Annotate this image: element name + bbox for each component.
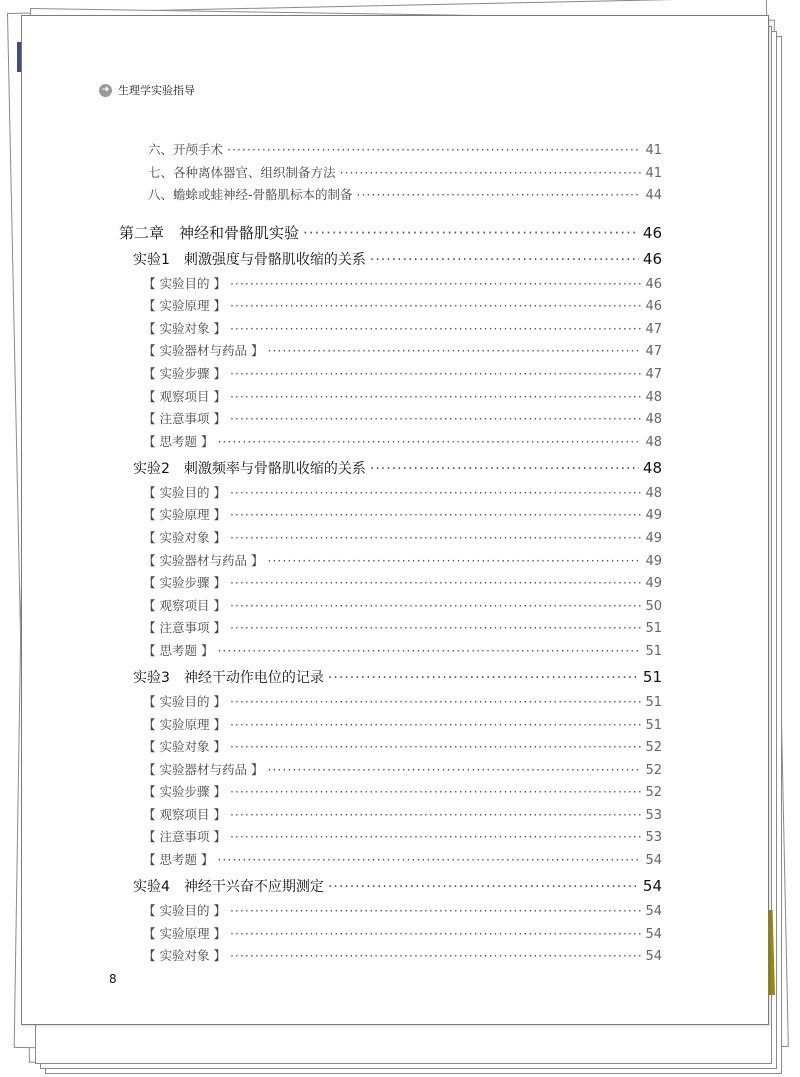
toc-entry[interactable] — [143, 505, 662, 523]
toc-experiment-entry[interactable] — [133, 667, 662, 687]
toc-entry[interactable] — [143, 760, 662, 778]
toc-entry[interactable] — [143, 805, 662, 823]
toc-entry-page-number: 44 — [645, 188, 662, 203]
toc-entry-title: 【 实验对象 】 — [143, 530, 226, 545]
toc-entry[interactable] — [143, 319, 662, 337]
toc-entry-title: 【 实验步骤 】 — [143, 366, 226, 381]
dot-leader — [328, 879, 639, 895]
toc-entry-page-number: 53 — [645, 808, 662, 823]
dot-leader — [230, 784, 642, 799]
toc-entry-page-number: 51 — [645, 718, 662, 733]
toc-entry-title: 八、蟾蜍或蛙神经-骨骼肌标本的制备 — [148, 187, 353, 202]
toc-chapter-entry[interactable] — [119, 222, 662, 243]
toc-entry-page-number: 46 — [642, 250, 662, 268]
toc-entry-page-number: 48 — [642, 459, 662, 477]
toc-entry-title: 【 实验器材与药品 】 — [143, 343, 264, 358]
toc-entry[interactable] — [143, 827, 662, 845]
dot-leader — [370, 252, 639, 268]
toc-entry-page-number: 48 — [645, 435, 662, 450]
dot-leader — [230, 948, 642, 963]
toc-entry-title: 实验4 神经干兴奋不应期测定 — [133, 879, 324, 895]
toc-entry[interactable] — [143, 596, 662, 614]
toc-entry[interactable] — [143, 551, 662, 569]
toc-entry-page-number: 48 — [645, 390, 662, 405]
toc-entry[interactable] — [143, 618, 662, 636]
toc-entry-title: 【 实验对象 】 — [143, 739, 226, 754]
dot-leader — [230, 321, 642, 336]
toc-entry[interactable] — [143, 573, 662, 591]
toc-entry-page-number: 52 — [645, 785, 662, 800]
toc-entry-page-number: 51 — [645, 621, 662, 636]
dot-leader — [230, 926, 642, 941]
toc-experiment-entry[interactable] — [133, 876, 662, 896]
toc-entry[interactable] — [143, 274, 662, 292]
toc-entry[interactable] — [143, 737, 662, 755]
toc-entry-page-number: 48 — [645, 486, 662, 501]
toc-entry-title: 【 实验对象 】 — [143, 321, 226, 336]
toc-entry[interactable] — [143, 341, 662, 359]
toc-entry-page-number: 50 — [645, 599, 662, 614]
toc-entry-title: 【 思考题 】 — [143, 643, 214, 658]
dot-leader — [230, 575, 642, 590]
dot-leader — [267, 343, 641, 358]
toc-entry-page-number: 48 — [645, 412, 662, 427]
toc-entry-title: 【 实验目的 】 — [143, 903, 226, 918]
arrow-right-circle-icon: ➜ — [99, 84, 112, 97]
dot-leader — [230, 298, 642, 313]
dot-leader — [230, 389, 642, 404]
toc-entry-page-number: 54 — [645, 853, 662, 868]
toc-entry-page-number: 41 — [645, 166, 662, 181]
toc-entry-title: 【 实验原理 】 — [143, 717, 226, 732]
toc-entry-title: 【 实验器材与药品 】 — [143, 762, 264, 777]
dot-leader — [230, 485, 642, 500]
dot-leader — [303, 224, 639, 242]
toc-entry-title: 【 实验对象 】 — [143, 948, 226, 963]
toc-entry[interactable] — [143, 296, 662, 314]
toc-entry[interactable] — [148, 163, 662, 181]
toc-entry-page-number: 47 — [645, 367, 662, 382]
toc-entry-page-number: 49 — [645, 576, 662, 591]
toc-entry-title: 第二章 神经和骨骼肌实验 — [119, 224, 300, 242]
toc-entry-page-number: 46 — [645, 299, 662, 314]
toc-entry-title: 【 实验目的 】 — [143, 485, 226, 500]
toc-entry-title: 【 注意事项 】 — [143, 411, 226, 426]
toc-entry[interactable] — [143, 692, 662, 710]
toc-entry[interactable] — [143, 782, 662, 800]
dot-leader — [230, 829, 642, 844]
toc-entry-page-number: 49 — [645, 554, 662, 569]
toc-entry[interactable] — [143, 387, 662, 405]
dot-leader — [230, 507, 642, 522]
toc-entry-page-number: 54 — [645, 949, 662, 964]
toc-entry-title: 【 实验目的 】 — [143, 276, 226, 291]
toc-entry-title: 【 实验目的 】 — [143, 694, 226, 709]
running-head — [99, 82, 195, 98]
toc-entry[interactable] — [143, 850, 662, 868]
toc-entry[interactable] — [143, 924, 662, 942]
toc-entry-page-number: 53 — [645, 830, 662, 845]
toc-entry-title: 【 观察项目 】 — [143, 807, 226, 822]
toc-entry-page-number: 54 — [645, 927, 662, 942]
toc-entry-title: 【 实验器材与药品 】 — [143, 553, 264, 568]
toc-entry-page-number: 47 — [645, 322, 662, 337]
dot-leader — [217, 852, 641, 867]
toc-entry-page-number: 52 — [645, 763, 662, 778]
page-number: 8 — [109, 972, 117, 986]
toc-entry[interactable] — [143, 432, 662, 450]
toc-entry-title: 【 观察项目 】 — [143, 389, 226, 404]
toc-entry[interactable] — [143, 483, 662, 501]
toc-entry[interactable] — [143, 946, 662, 964]
toc-entry-title: 【 实验原理 】 — [143, 507, 226, 522]
dot-leader — [230, 366, 642, 381]
toc-entry[interactable] — [143, 901, 662, 919]
toc-entry[interactable] — [148, 185, 662, 203]
toc-experiment-entry[interactable] — [133, 249, 662, 269]
toc-entry-page-number: 51 — [645, 644, 662, 659]
toc-entry-title: 【 实验原理 】 — [143, 926, 226, 941]
dot-leader — [230, 276, 642, 291]
book-page — [21, 15, 769, 1025]
dot-leader — [230, 807, 642, 822]
toc-entry-title: 【 思考题 】 — [143, 434, 214, 449]
toc-entry[interactable] — [143, 641, 662, 659]
dot-leader — [357, 187, 642, 202]
dot-leader — [267, 762, 641, 777]
toc-entry-title: 【 观察项目 】 — [143, 598, 226, 613]
toc-entry-page-number: 51 — [642, 668, 662, 686]
dot-leader — [217, 643, 641, 658]
toc-entry-title: 【 实验步骤 】 — [143, 575, 226, 590]
toc-entry-page-number: 51 — [645, 695, 662, 710]
toc-entry-title: 【 实验步骤 】 — [143, 784, 226, 799]
toc-entry-page-number: 47 — [645, 344, 662, 359]
dot-leader — [230, 694, 642, 709]
toc-entry[interactable] — [143, 528, 662, 546]
dot-leader — [328, 670, 639, 686]
dot-leader — [230, 620, 642, 635]
dot-leader — [230, 411, 642, 426]
toc-entry-title: 【 实验原理 】 — [143, 298, 226, 313]
toc-entry[interactable] — [148, 140, 662, 158]
dot-leader — [370, 461, 639, 477]
toc-entry[interactable] — [143, 409, 662, 427]
toc-entry-page-number: 46 — [642, 224, 662, 242]
dot-leader — [230, 717, 642, 732]
toc-entry-title: 实验1 刺激强度与骨骼肌收缩的关系 — [133, 252, 366, 268]
toc-entry-title: 【 注意事项 】 — [143, 620, 226, 635]
toc-entry[interactable] — [143, 715, 662, 733]
dot-leader — [230, 530, 642, 545]
dot-leader — [230, 739, 642, 754]
toc-entry-page-number: 49 — [645, 531, 662, 546]
dot-leader — [217, 434, 641, 449]
dot-leader — [230, 903, 642, 918]
toc-entry-page-number: 52 — [645, 740, 662, 755]
toc-entry-title: 实验3 神经干动作电位的记录 — [133, 670, 324, 686]
toc-entry-title: 六、开颅手术 — [148, 142, 224, 157]
toc-entry-title: 实验2 刺激频率与骨骼肌收缩的关系 — [133, 461, 366, 477]
toc-entry-page-number: 54 — [645, 904, 662, 919]
toc-entry-page-number: 41 — [645, 143, 662, 158]
toc-entry-title: 【 注意事项 】 — [143, 829, 226, 844]
toc-entry-page-number: 54 — [642, 877, 662, 895]
toc-entry-page-number: 46 — [645, 277, 662, 292]
toc-entry-title: 七、各种离体器官、组织制备方法 — [148, 165, 336, 180]
toc-entry-title: 【 思考题 】 — [143, 852, 214, 867]
toc-entry-page-number: 49 — [645, 508, 662, 523]
toc-entry[interactable] — [143, 364, 662, 382]
dot-leader — [340, 165, 642, 180]
dot-leader — [227, 142, 641, 157]
dot-leader — [267, 553, 641, 568]
dot-leader — [230, 598, 642, 613]
toc-experiment-entry[interactable] — [133, 458, 662, 478]
book-title: 生理学实验指导 — [118, 84, 195, 97]
